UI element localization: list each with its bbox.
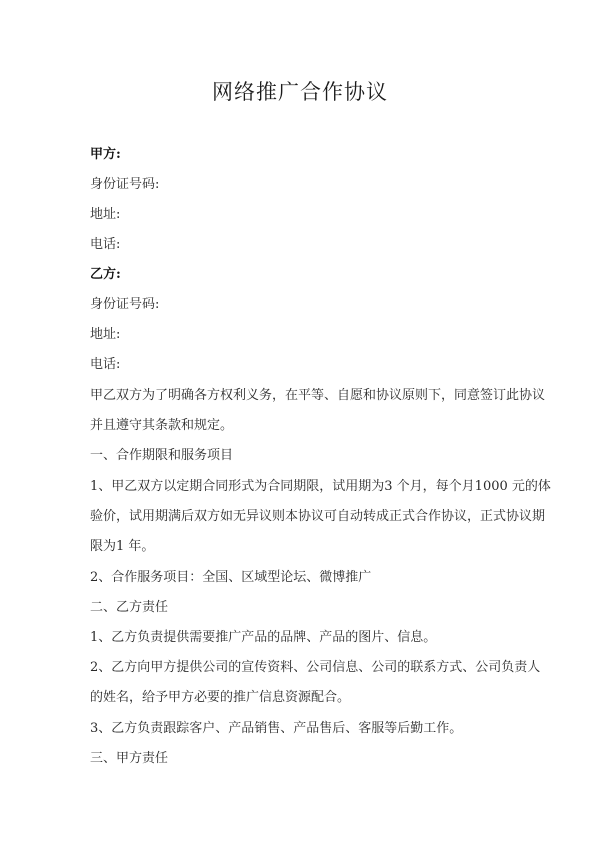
section-2-clause-2-line-2: 的姓名，给予甲方必要的推广信息资源配合。 <box>90 690 351 705</box>
party-b-address-label: 地址: <box>90 327 121 342</box>
section-2-clause-3: 3、乙方负责跟踪客户、产品销售、产品售后、客服等后勤工作。 <box>90 721 463 736</box>
party-a-id-label: 身份证号码: <box>90 177 160 192</box>
intro-line-2: 并且遵守其条款和规定。 <box>90 418 234 433</box>
section-2-clause-1: 1、乙方负责提供需要推广产品的品牌、产品的图片、信息。 <box>90 630 437 645</box>
section-1-clause-1-line-3: 限为1 年。 <box>90 539 155 554</box>
party-a-phone-label: 电话: <box>90 237 121 252</box>
section-1-clause-1-line-2: 验价，试用期满后双方如无异议则本协议可自动转成正式合作协议，正式协议期 <box>90 509 546 524</box>
section-1-heading: 一、合作期限和服务项目 <box>90 448 234 463</box>
section-3-heading: 三、甲方责任 <box>90 751 169 766</box>
section-2-heading: 二、乙方责任 <box>90 600 169 615</box>
section-1-clause-2: 2、合作服务项目：全国、区域型论坛、微博推广 <box>90 570 372 585</box>
section-1-clause-1-line-1: 1、甲乙双方以定期合同形式为合同期限，试用期为3 个月，每个月1000 元的体 <box>90 479 551 494</box>
party-b-id-label: 身份证号码: <box>90 297 160 312</box>
party-a-label: 甲方: <box>90 147 121 162</box>
document-title: 网络推广合作协议 <box>212 80 388 104</box>
party-b-phone-label: 电话: <box>90 357 121 372</box>
party-b-label: 乙方: <box>90 267 121 282</box>
intro-line-1: 甲乙双方为了明确各方权利义务，在平等、自愿和协议原则下，同意签订此协议 <box>90 388 546 403</box>
party-a-address-label: 地址: <box>90 207 121 222</box>
section-2-clause-2-line-1: 2、乙方向甲方提供公司的宣传资料、公司信息、公司的联系方式、公司负责人 <box>90 660 541 675</box>
